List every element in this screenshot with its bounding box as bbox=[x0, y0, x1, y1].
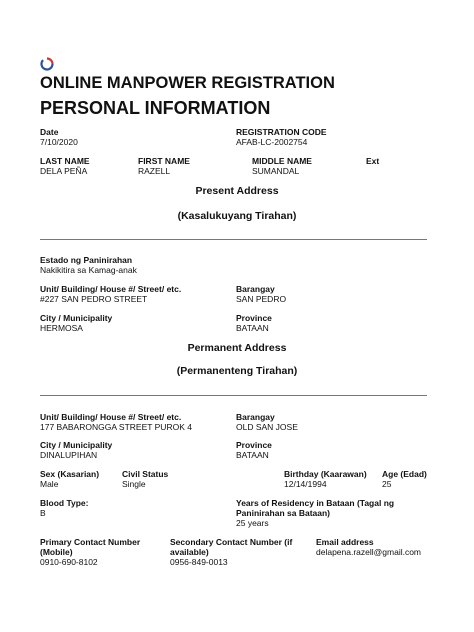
permanent-address-local-title: (Permanenteng Tirahan) bbox=[176, 365, 298, 377]
date-label: Date bbox=[40, 127, 59, 137]
permanent-address-title: Permanent Address bbox=[187, 342, 287, 354]
present-street-value: #227 SAN PEDRO STREET bbox=[40, 294, 148, 304]
email-label: Email address bbox=[316, 537, 374, 547]
permanent-barangay-value: OLD SAN JOSE bbox=[236, 422, 298, 432]
secondary-contact-label: Secondary Contact Number (if available) bbox=[170, 537, 293, 557]
email-value: delapena.razell@gmail.com bbox=[316, 547, 422, 557]
permanent-city-value: DINALUPIHAN bbox=[40, 450, 98, 460]
date-value: 7/10/2020 bbox=[40, 137, 78, 147]
sex-label: Sex (Kasarian) bbox=[40, 469, 100, 479]
birthday-value: 12/14/1994 bbox=[284, 479, 327, 489]
present-city-value: HERMOSA bbox=[40, 323, 83, 333]
last-name-value: DELA PEÑA bbox=[40, 166, 88, 176]
divider bbox=[40, 239, 427, 240]
ext-label: Ext bbox=[366, 156, 380, 166]
present-province-label: Province bbox=[236, 313, 272, 323]
permanent-province-label: Province bbox=[236, 440, 272, 450]
first-name-label: FIRST NAME bbox=[138, 156, 190, 166]
blood-type-label: Blood Type: bbox=[40, 498, 89, 508]
permanent-street-label: Unit/ Building/ House #/ Street/ etc. bbox=[40, 412, 182, 422]
middle-name-value: SUMANDAL bbox=[252, 166, 300, 176]
primary-contact-value: 0910-690-8102 bbox=[40, 557, 98, 567]
age-label: Age (Edad) bbox=[382, 469, 427, 479]
present-address-local-title: (Kasalukuyang Tirahan) bbox=[177, 210, 297, 222]
last-name-label: LAST NAME bbox=[40, 156, 90, 166]
registration-code-value: AFAB-LC-2002754 bbox=[236, 137, 308, 147]
civil-status-value: Single bbox=[122, 479, 146, 489]
age-value: 25 bbox=[382, 479, 392, 489]
residency-years-value: 25 years bbox=[236, 518, 269, 528]
present-barangay-value: SAN PEDRO bbox=[236, 294, 287, 304]
divider bbox=[40, 395, 427, 396]
present-city-label: City / Municipality bbox=[40, 313, 113, 323]
middle-name-label: MIDDLE NAME bbox=[252, 156, 312, 166]
permanent-city-label: City / Municipality bbox=[40, 440, 113, 450]
sex-value: Male bbox=[40, 479, 59, 489]
civil-status-label: Civil Status bbox=[122, 469, 169, 479]
blood-type-value: B bbox=[40, 508, 46, 518]
logo-icon bbox=[40, 57, 54, 71]
permanent-barangay-label: Barangay bbox=[236, 412, 275, 422]
birthday-label: Birthday (Kaarawan) bbox=[284, 469, 367, 479]
present-address-title: Present Address bbox=[195, 185, 279, 197]
residence-status-label: Estado ng Paninirahan bbox=[40, 255, 133, 265]
first-name-value: RAZELL bbox=[138, 166, 171, 176]
permanent-street-value: 177 BABARONGGA STREET PUROK 4 bbox=[40, 422, 192, 432]
registration-code-label: REGISTRATION CODE bbox=[236, 127, 327, 137]
present-barangay-label: Barangay bbox=[236, 284, 275, 294]
form-title: ONLINE MANPOWER REGISTRATION bbox=[40, 74, 335, 92]
primary-contact-label: Primary Contact Number (Mobile) bbox=[40, 537, 141, 557]
present-province-value: BATAAN bbox=[236, 323, 269, 333]
permanent-province-value: BATAAN bbox=[236, 450, 269, 460]
section-title: PERSONAL INFORMATION bbox=[40, 98, 271, 118]
residence-status-value: Nakikitira sa Kamag-anak bbox=[40, 265, 137, 275]
present-street-label: Unit/ Building/ House #/ Street/ etc. bbox=[40, 284, 182, 294]
residency-years-label: Years of Residency in Bataan (Tagal ng Paninirahan sa Bataan) bbox=[236, 498, 395, 518]
secondary-contact-value: 0956-849-0013 bbox=[170, 557, 228, 567]
